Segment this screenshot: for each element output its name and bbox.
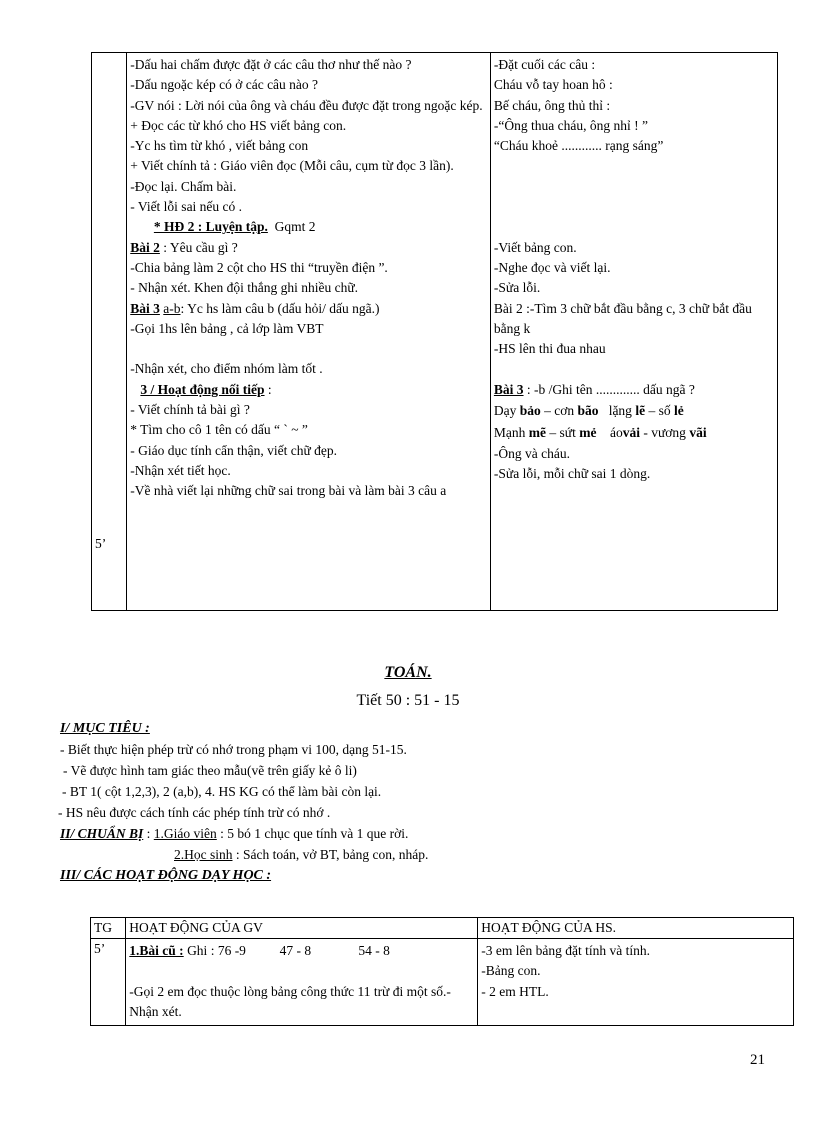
- word: lẻ: [673, 403, 684, 419]
- gv-line: -Dấu hai chấm được đặt ở các câu thơ như thế nào ?: [130, 57, 412, 72]
- hs-line: Bế cháu, ông thủ thỉ :: [493, 97, 611, 113]
- teacher-activity-cell: [126, 939, 478, 1026]
- gv-line: - Viết chính tả bài gì ?: [130, 402, 250, 418]
- gv-line: -Chia bảng làm 2 cột cho HS thi “truyền điện ”.: [130, 259, 388, 275]
- objectives-section: [60, 718, 428, 886]
- table-header-row: [91, 918, 794, 939]
- gv-line: -Về nhà viết lại những chữ sai trong bài và làm bài 3 câu a: [130, 483, 447, 499]
- hs-line: -Sửa lỗi, mỗi chữ sai 1 dòng.: [493, 466, 651, 482]
- student-activity-cell: [478, 939, 794, 1026]
- hs-line: -Đặt cuối các câu :: [493, 57, 596, 72]
- word: vải: [622, 425, 640, 441]
- subject-text: TOÁN.: [384, 664, 432, 681]
- hs-line: -Bảng con.: [481, 963, 541, 979]
- hs-line: -Viết bảng con.: [493, 239, 577, 255]
- hs-line: Bài 2 :-Tìm 3 chữ bắt đầu bằng c, 3 chữ bắt đầu bằng k: [493, 300, 752, 336]
- teacher-activity-cell: [127, 53, 491, 611]
- word: mẻ: [579, 425, 597, 441]
- word: Dạy: [493, 403, 517, 419]
- table-row: [91, 939, 794, 1026]
- bai3-sub: a-b: [163, 300, 181, 316]
- section2-title: II/ CHUẨN BỊ: [60, 826, 144, 841]
- gv-line: -Gọi 1hs lên bảng , cả lớp làm VBT: [130, 320, 324, 336]
- gv-line: -Đọc lại. Chấm bài.: [130, 178, 237, 194]
- hs-line: -“Ông thua cháu, ông nhỉ ! ”: [493, 117, 648, 133]
- time-value: 5’: [91, 939, 126, 1026]
- old-lesson-calc: Ghi : 76 -9 47 - 8 54 - 8: [187, 943, 390, 958]
- hs-line: -3 em lên bảng đặt tính và tính.: [481, 943, 651, 958]
- activity2-heading: [130, 217, 487, 237]
- hs-line: -Nghe đọc và viết lại.: [493, 259, 611, 275]
- word-pairs-row1: [494, 400, 774, 422]
- gqmt-label: Gqmt 2: [274, 219, 316, 235]
- header-hs: HOẠT ĐỘNG CỦA HS.: [478, 918, 794, 939]
- gv-line: -GV nói : Lời nói của ông và cháu đều được đặt trong ngoặc kép.: [130, 97, 483, 113]
- hs-bai3-label: Bài 3: [493, 381, 524, 397]
- bai3-label: Bài 3: [130, 300, 160, 316]
- time-value: 5’: [95, 535, 107, 551]
- activities-table-continued: [91, 52, 778, 611]
- word: – số: [648, 403, 671, 419]
- page-number: 21: [750, 1052, 765, 1068]
- old-lesson-label: 1.Bài cũ :: [129, 943, 184, 958]
- bai2-text: : Yêu cầu gì ?: [163, 239, 238, 255]
- gv-line: * Tìm cho cô 1 tên có dấu “ ` ~ ”: [130, 422, 308, 438]
- gv-line: -Gọi 2 em đọc thuộc lòng bảng công thức 11 trừ đi một số.-Nhận xét.: [129, 983, 451, 1019]
- word: bảo: [519, 403, 541, 419]
- student-activity-cell: [490, 53, 777, 611]
- gv-line: -Dấu ngoặc kép có ở các câu nào ?: [130, 77, 319, 93]
- gv-line: -Nhận xét, cho điểm nhóm làm tốt .: [130, 361, 323, 377]
- gv-line: - Nhận xét. Khen đội thắng ghi nhiều chữ.: [130, 280, 359, 296]
- prep-line-2: [60, 844, 428, 865]
- word: bão: [577, 403, 599, 419]
- activity2-title: * HĐ 2 : Luyện tập.: [153, 219, 268, 235]
- word: lẽ: [635, 403, 646, 419]
- hs-line: Cháu vỗ tay hoan hô :: [493, 77, 613, 93]
- word: - vương: [643, 425, 686, 441]
- activities-table-math: [90, 917, 794, 1026]
- hs-line: “Cháu khoẻ ............ rạng sáng”: [493, 138, 664, 154]
- word: lặng: [608, 403, 632, 419]
- gv-line: + Đọc các từ khó cho HS viết bảng con.: [130, 117, 347, 133]
- prep-student-label: 2.Học sinh: [174, 847, 233, 862]
- hs-line: - 2 em HTL.: [481, 983, 549, 999]
- objective-item: - Vẽ được hình tam giác theo mẫu(vẽ trên giấy kẻ ô li): [63, 763, 357, 778]
- hs-line: -HS lên thi đua nhau: [493, 341, 606, 357]
- objective-item: - Biết thực hiện phép trừ có nhớ trong phạm vi 100, dạng 51-15.: [60, 742, 407, 757]
- hs-line: -Sửa lỗi.: [493, 280, 541, 296]
- word: vãi: [689, 425, 707, 441]
- objective-item: - BT 1( cột 1,2,3), 2 (a,b), 4. HS KG có thể làm bài còn lại.: [62, 784, 382, 799]
- gv-line: - Viết lỗi sai nếu có .: [130, 199, 243, 215]
- gv-line: -Nhận xét tiết học.: [130, 462, 231, 478]
- word: – sứt: [549, 425, 576, 441]
- period-title: Tiết 50 : 51 - 15: [356, 692, 460, 709]
- hs-line: -Ông và cháu.: [493, 446, 570, 462]
- header-tg: TG: [91, 918, 126, 939]
- gv-line: -Yc hs tìm từ khó , viết bảng con: [130, 138, 309, 154]
- gv-line: + Viết chính tả : Giáo viên đọc (Mỗi câu, cụm từ đọc 3 lần).: [130, 158, 454, 174]
- objective-item: - HS nêu được cách tính các phép tính trừ có nhớ .: [58, 805, 331, 820]
- prep-line-1: II/ CHUẨN BỊ : 1.Giáo viên : 5 bó 1 chục que tính và 1 que rời.: [60, 826, 409, 841]
- bai3-text: : Yc hs làm câu b (dấu hỏi/ dấu ngã.): [180, 300, 380, 316]
- bai2-label: Bài 2: [130, 239, 160, 255]
- activity3-colon: :: [267, 381, 272, 397]
- prep-teacher-text: : 5 bó 1 chục que tính và 1 que rời.: [220, 826, 409, 841]
- word: – cơn: [544, 403, 575, 419]
- prep-teacher-label: 1.Giáo viên: [153, 826, 217, 841]
- subject-title: [0, 664, 816, 682]
- prep-student-text: : Sách toán, vở BT, bảng con, nháp.: [235, 847, 429, 862]
- word-pairs-row2: [494, 422, 774, 444]
- section1-title: I/ MỤC TIÊU :: [60, 721, 150, 736]
- hs-bai3-text: : -b /Ghi tên ............. dấu ngã ?: [526, 381, 695, 397]
- header-gv: HOẠT ĐỘNG CỦA GV: [126, 918, 478, 939]
- word: Mạnh: [493, 425, 526, 441]
- section3-title: III/ CÁC HOẠT ĐỘNG DẠY HỌC :: [60, 868, 272, 883]
- gv-line: - Giáo dục tính cẩn thận, viết chữ đẹp.: [130, 442, 338, 458]
- time-cell: [92, 53, 127, 611]
- word: áo: [609, 425, 623, 441]
- word: mẽ: [528, 425, 547, 441]
- activity3-title: 3 / Hoạt động nối tiếp: [140, 381, 265, 397]
